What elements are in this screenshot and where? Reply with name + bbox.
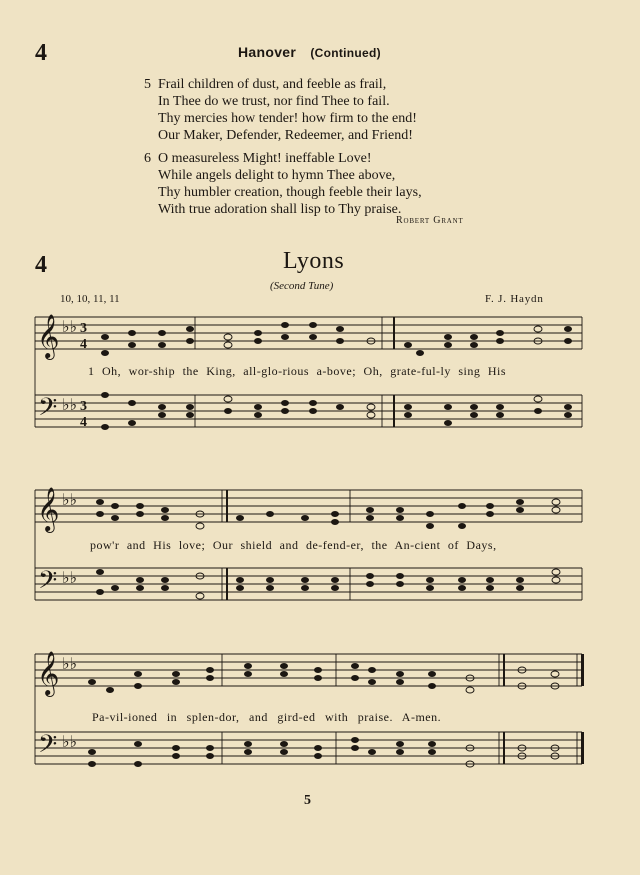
verse-line: In Thee do we trust, nor find Thee to fail. [158, 94, 390, 109]
author-credit: Robert Grant [396, 215, 464, 226]
svg-text:4: 4 [80, 415, 87, 430]
tune-subtitle: (Second Tune) [270, 280, 334, 292]
svg-text:♭♭: ♭♭ [62, 492, 78, 509]
hymn-number: 4 [35, 40, 47, 66]
verse-line: Our Maker, Defender, Redeemer, and Friend! [158, 128, 413, 143]
svg-text:𝄢: 𝄢 [38, 393, 58, 428]
verse-line: O measureless Might! ineffable Love! [158, 151, 372, 166]
hymn-title-text: Hanover [238, 44, 297, 60]
lyrics-line-1: 1 Oh, wor-ship the King, all-glo-rious a-bove; Oh, grate-ful-ly sing His [88, 364, 507, 378]
svg-text:3: 3 [80, 399, 87, 414]
continued-label: (Continued) [310, 46, 381, 60]
svg-text:𝄢: 𝄢 [38, 566, 58, 601]
stanza-number: 6 [144, 151, 151, 166]
composer: F. J. Haydn [485, 293, 544, 305]
stanza-number: 5 [144, 77, 151, 92]
verse-line: Frail children of dust, and feeble as frail, [158, 77, 387, 92]
svg-text:𝄞: 𝄞 [37, 314, 60, 358]
svg-text:𝄞: 𝄞 [37, 487, 60, 531]
page-number: 5 [304, 793, 311, 808]
lyrics-line-2: pow'r and His love; Our shield and de-fend-er, the An-cient of Days, [90, 538, 497, 552]
svg-text:♭♭: ♭♭ [62, 397, 78, 414]
svg-text:3: 3 [80, 321, 87, 336]
verse-line: While angels delight to hymn Thee above, [158, 168, 396, 183]
verse-line: With true adoration shall lisp to Thy praise. [158, 202, 402, 217]
svg-text:♭♭: ♭♭ [62, 734, 78, 751]
hymn-title [238, 44, 381, 60]
svg-text:4: 4 [80, 337, 87, 352]
lyrics-line-3: Pa-vil-ioned in splen-dor, and gird-ed with praise. A-men. [92, 710, 442, 724]
verse-line: Thy humbler creation, though feeble their lays, [158, 185, 422, 200]
svg-text:𝄞: 𝄞 [37, 651, 60, 695]
tune-meter: 10, 10, 11, 11 [60, 293, 120, 305]
svg-text:♭♭: ♭♭ [62, 570, 78, 587]
tune-title: Lyons [283, 248, 345, 274]
svg-text:𝄢: 𝄢 [38, 730, 58, 765]
tune-number: 4 [35, 252, 47, 278]
svg-text:♭♭: ♭♭ [62, 656, 78, 673]
svg-text:♭♭: ♭♭ [62, 319, 78, 336]
verse-line: Thy mercies how tender! how firm to the end! [158, 111, 417, 126]
